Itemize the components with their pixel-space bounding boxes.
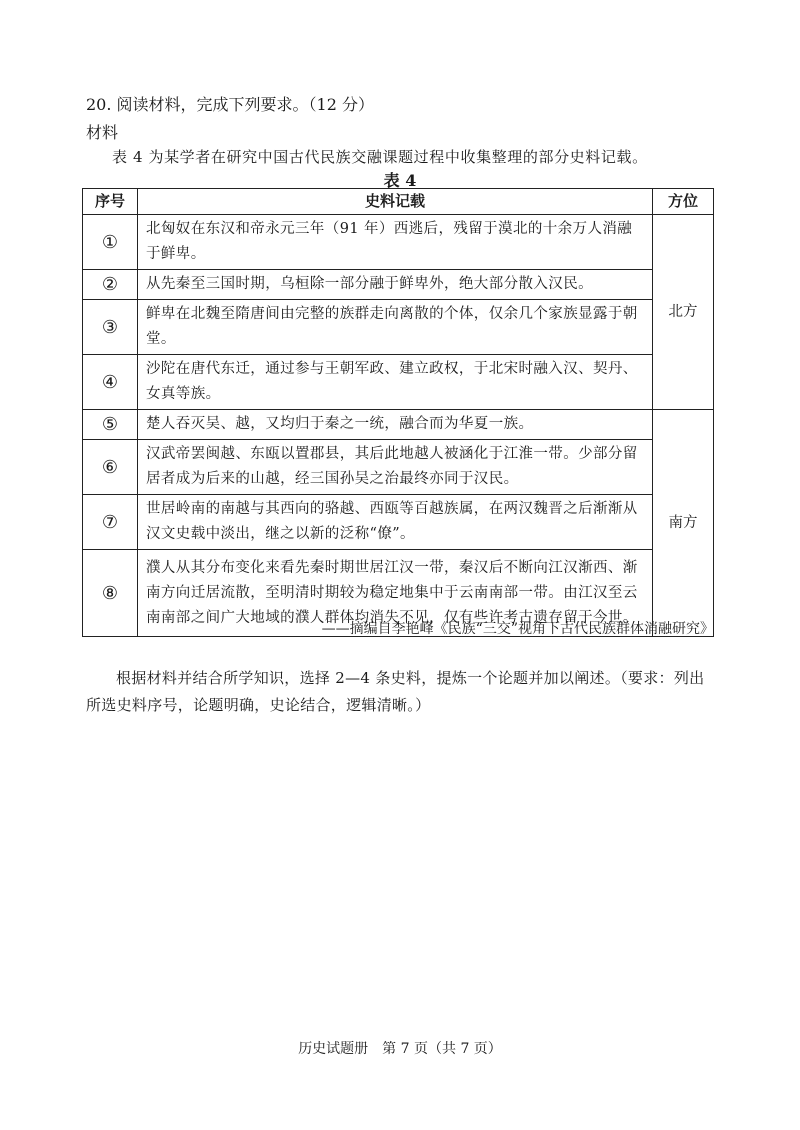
header-record: 史料记载 xyxy=(138,189,653,215)
question-prompt: 根据材料并结合所学知识，选择 2—4 条史料，提炼一个论题并加以阐述。（要求：列出所选史料序号，论题明确，史论结合，逻辑清晰。） xyxy=(86,669,705,714)
row-record: 楚人吞灭吴、越，又均归于秦之一统，融合而为华夏一族。 xyxy=(138,410,653,440)
row-record: 世居岭南的南越与其西向的骆越、西瓯等百越族属，在两汉魏晋之后渐渐从汉文史载中淡出，继之以新的泛称“僚”。 xyxy=(138,495,653,550)
page-footer: 历史试题册 第 7 页（共 7 页） xyxy=(298,1041,502,1057)
row-number: ⑤ xyxy=(83,410,138,440)
row-record: 濮人从其分布变化来看先秦时期世居江汉一带，秦汉后不断向江汉渐西、渐南方向迁居流散，至明清时期较为稳定地集中于云南南部一带。由江汉至云南南部之间广大地域的濮人群体均消失不见，仅有些许考古遗存留于今世。 xyxy=(138,550,653,637)
header-number: 序号 xyxy=(83,189,138,215)
region-south: 南方 xyxy=(653,410,714,637)
table-row xyxy=(83,495,714,550)
row-record: 从先秦至三国时期，乌桓除一部分融于鲜卑外，绝大部分散入汉民。 xyxy=(138,270,653,300)
row-record: 北匈奴在东汉和帝永元三年（91 年）西逃后，残留于漠北的十余万人消融于鲜卑。 xyxy=(138,215,653,270)
region-north: 北方 xyxy=(653,215,714,410)
material-intro: 表 4 为某学者在研究中国古代民族交融课题过程中收集整理的部分史料记载。 xyxy=(112,148,648,166)
table-row xyxy=(83,300,714,355)
table-row xyxy=(83,440,714,495)
row-record: 沙陀在唐代东迁，通过参与王朝军政、建立政权，于北宋时融入汉、契丹、女真等族。 xyxy=(138,355,653,410)
row-number: ② xyxy=(83,270,138,300)
question-heading: 20. 阅读材料，完成下列要求。（12 分） xyxy=(86,95,374,114)
table-caption: 表 4 xyxy=(383,171,417,190)
row-number: ① xyxy=(83,215,138,270)
source-citation: ——摘编自李艳峰《民族“三交”视角下古代民族群体消融研究》 xyxy=(321,621,714,637)
table-row xyxy=(83,270,714,300)
material-label: 材料 xyxy=(86,123,119,142)
table-row xyxy=(83,410,714,440)
historical-records-table xyxy=(82,188,714,637)
header-region: 方位 xyxy=(653,189,714,215)
row-number: ⑥ xyxy=(83,440,138,495)
table-row xyxy=(83,355,714,410)
table-header-row xyxy=(83,189,714,215)
row-number: ⑦ xyxy=(83,495,138,550)
row-number: ⑧ xyxy=(83,550,138,637)
table-row xyxy=(83,215,714,270)
row-number: ③ xyxy=(83,300,138,355)
row-number: ④ xyxy=(83,355,138,410)
row-record: 鲜卑在北魏至隋唐间由完整的族群走向离散的个体，仅余几个家族显露于朝堂。 xyxy=(138,300,653,355)
row-record: 汉武帝罢闽越、东瓯以置郡县，其后此地越人被涵化于江淮一带。少部分留居者成为后来的山越，经三国孙吴之治最终亦同于汉民。 xyxy=(138,440,653,495)
